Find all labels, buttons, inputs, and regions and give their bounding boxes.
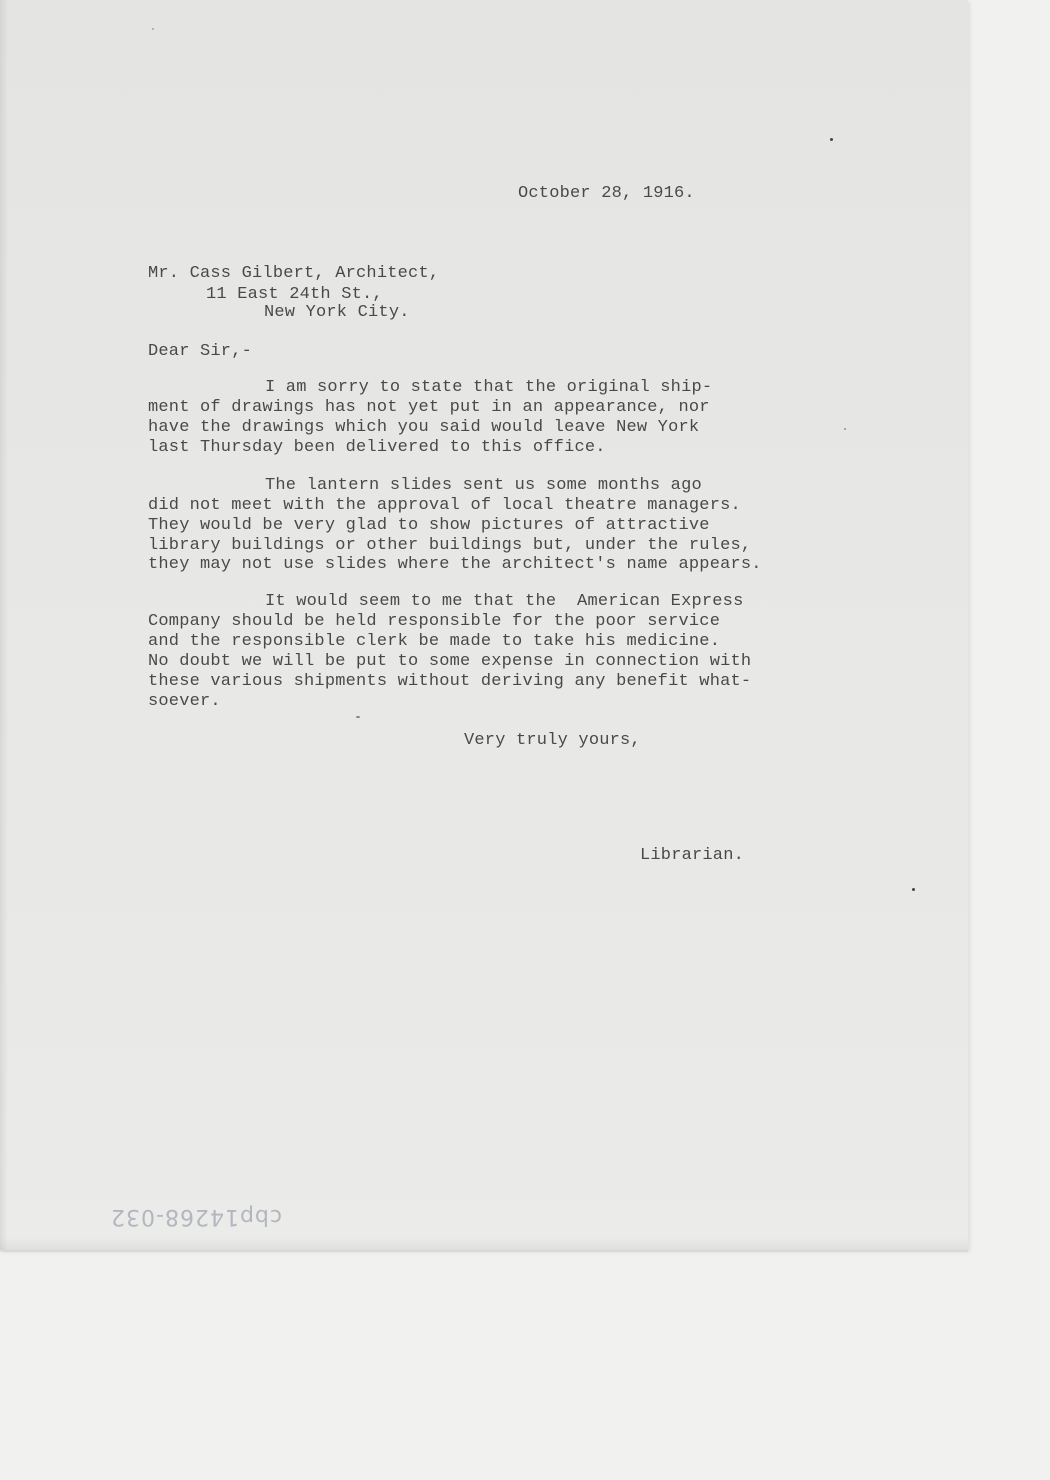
paper-speck xyxy=(844,428,846,430)
paragraph-3-line: Company should be held responsible for the poor service xyxy=(148,612,721,631)
paper-speck xyxy=(830,138,833,141)
paper-speck xyxy=(356,716,360,718)
paper-speck xyxy=(912,888,915,891)
paragraph-1-line: I am sorry to state that the original ship- xyxy=(265,378,713,397)
paper-speck xyxy=(152,28,154,30)
paragraph-1-line: ment of drawings has not yet put in an appearance, nor xyxy=(148,398,710,417)
archive-pencil-mark: cbp14268-032 xyxy=(110,1204,282,1229)
paragraph-3-line: No doubt we will be put to some expense in connection with xyxy=(148,652,752,671)
paragraph-3-line: and the responsible clerk be made to take his medicine. xyxy=(148,632,721,651)
paragraph-2-line: They would be very glad to show pictures of attractive xyxy=(148,516,710,535)
paragraph-3-line: soever. xyxy=(148,692,221,711)
paper-shadow xyxy=(0,1238,968,1252)
recipient-city-line: New York City. xyxy=(264,303,410,322)
recipient-name-line: Mr. Cass Gilbert, Architect, xyxy=(148,264,440,283)
complimentary-close: Very truly yours, xyxy=(464,731,641,750)
paper-edge xyxy=(0,0,8,1250)
paragraph-2-line: The lantern slides sent us some months ago xyxy=(265,476,702,495)
paragraph-2-line: did not meet with the approval of local theatre managers. xyxy=(148,496,741,515)
paragraph-3-line: It would seem to me that the American Express xyxy=(265,592,744,611)
letter-date: October 28, 1916. xyxy=(518,184,695,203)
salutation: Dear Sir,- xyxy=(148,342,253,361)
signature-title: Librarian. xyxy=(640,846,745,865)
paragraph-1-line: last Thursday been delivered to this office. xyxy=(148,438,606,457)
recipient-street-line: 11 East 24th St., xyxy=(206,285,383,304)
paragraph-3-line: these various shipments without deriving any benefit what- xyxy=(148,672,752,691)
paragraph-2-line: library buildings or other buildings but, under the rules, xyxy=(148,536,752,555)
paragraph-2-line: they may not use slides where the architect's name appears. xyxy=(148,555,762,574)
paragraph-1-line: have the drawings which you said would leave New York xyxy=(148,418,700,437)
